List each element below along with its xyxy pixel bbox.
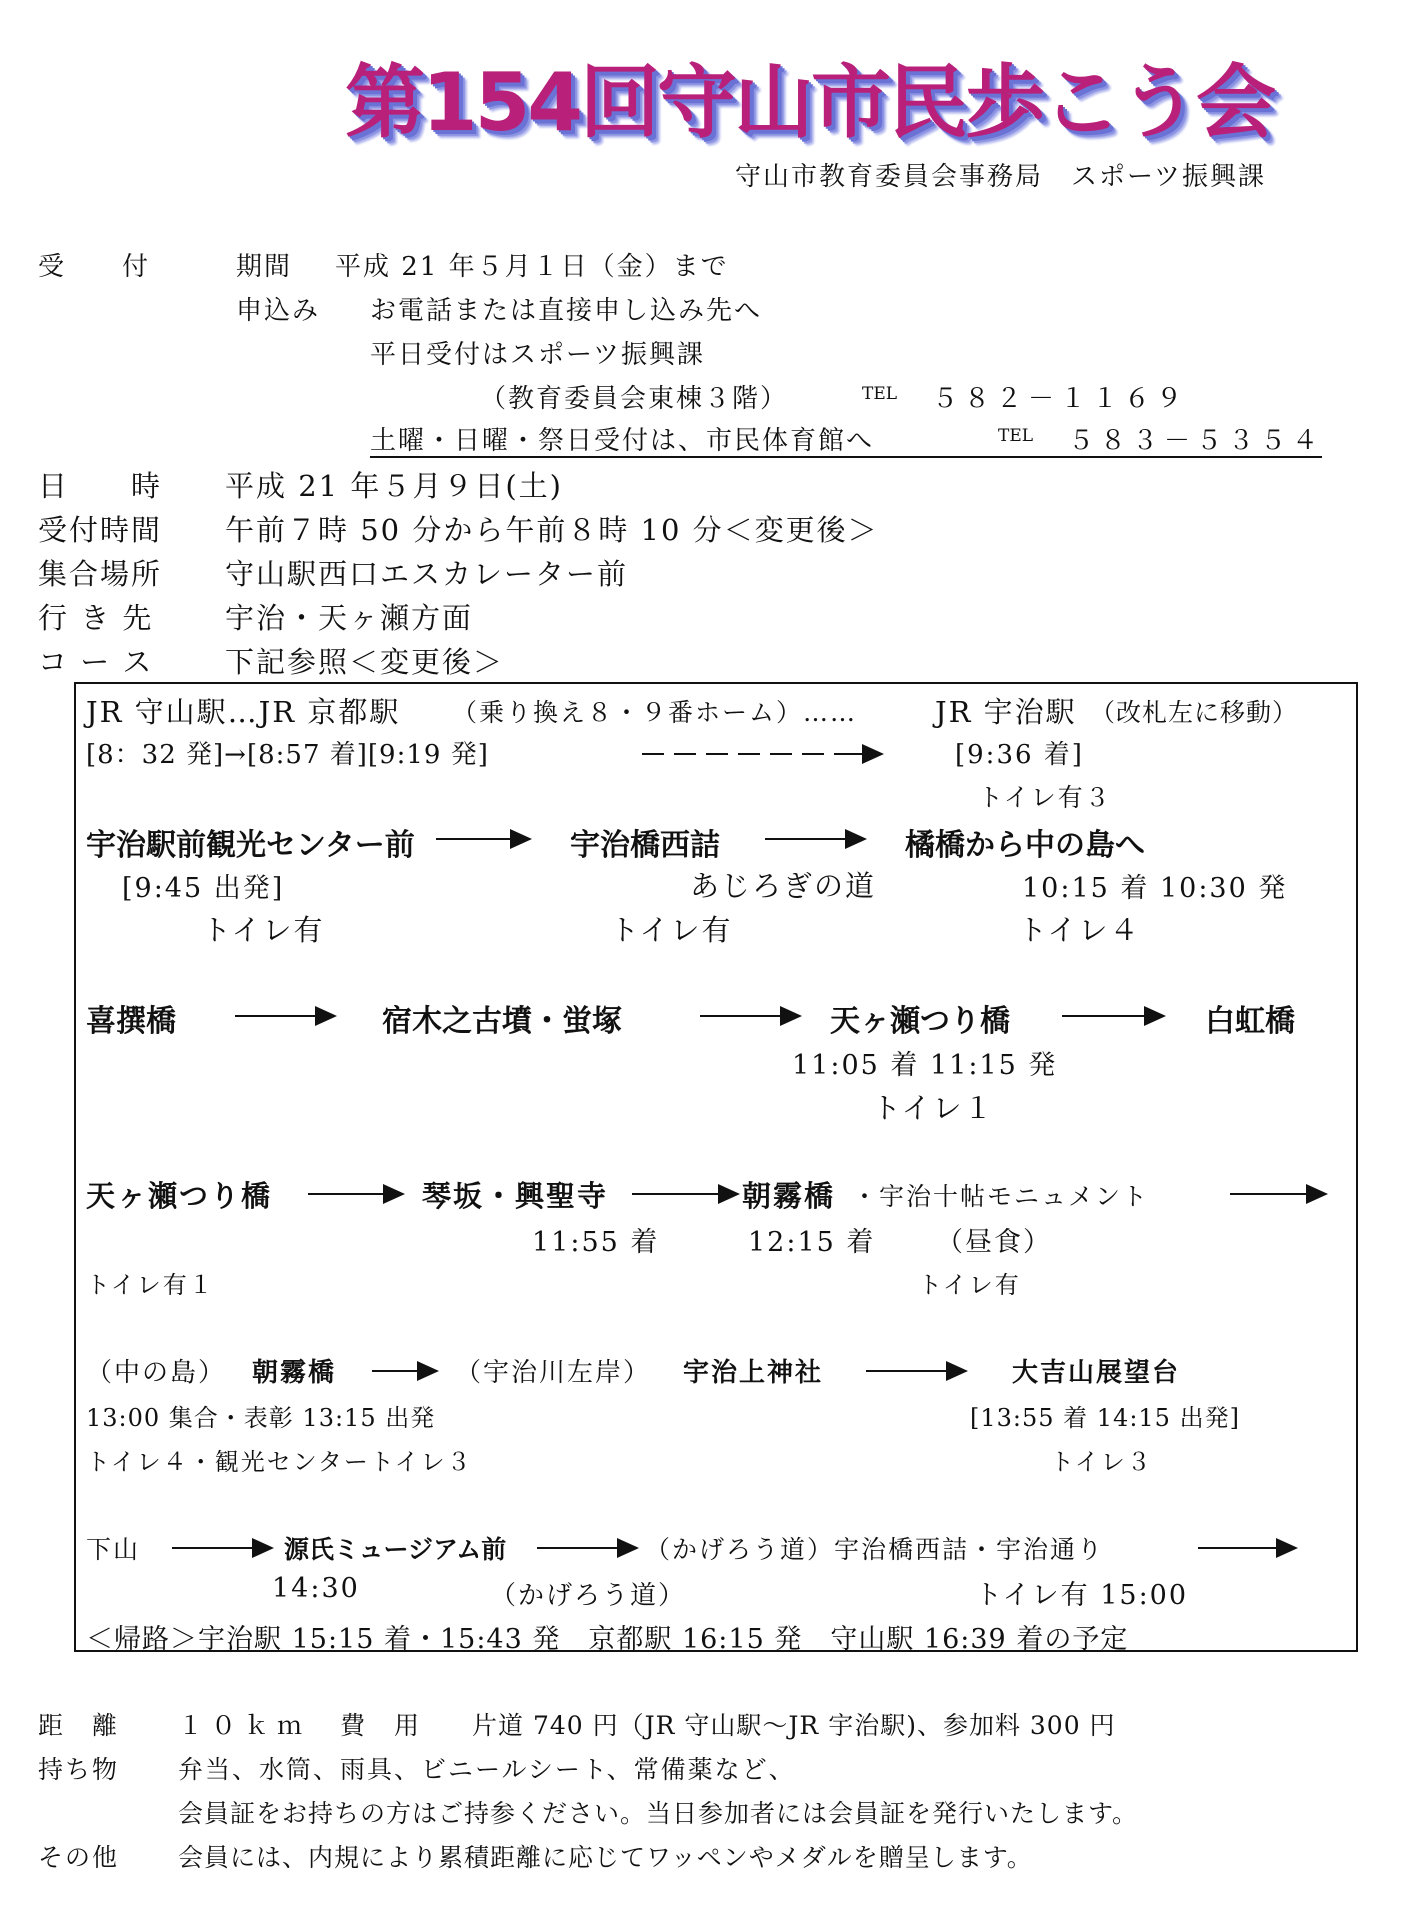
r2-arrow-1 [436, 838, 530, 840]
date-value: 平成 21 年５月９日(土) [225, 469, 563, 503]
course-label: コ ー ス [38, 645, 154, 679]
r3-a: 喜撰橋 [86, 1004, 176, 1039]
r3-c-toilet: トイレ１ [872, 1091, 995, 1125]
r6-a: 下山 [86, 1535, 141, 1564]
r1-dash-line [642, 753, 842, 755]
r2-c-time: 10:15 着 10:30 発 [1022, 873, 1288, 904]
r1-toilet: トイレ有３ [978, 783, 1112, 812]
r2-b: 宇治橋西詰 [570, 828, 720, 863]
cost-value: 片道 740 円（JR 守山駅～JR 宇治駅)、参加料 300 円 [472, 1711, 1116, 1740]
r5-arrow-2 [866, 1370, 966, 1372]
weekday-tel: ５８２－１１６９ [932, 384, 1189, 414]
r3-b: 宿木之古墳・蛍塚 [382, 1004, 622, 1039]
weekday-place: （教育委員会東棟３階） [480, 384, 789, 414]
other-label: その他 [38, 1843, 120, 1872]
r4-arrow-1 [308, 1193, 403, 1195]
r1-main: JR 守山駅…JR 京都駅 [86, 695, 401, 729]
r3-d: 白虹橋 [1205, 1004, 1295, 1039]
tel-mark-2: TEL [998, 426, 1034, 446]
r6-arrow-1 [172, 1547, 272, 1549]
r4-c: 朝霧橋 [742, 1179, 836, 1213]
organizer: 守山市教育委員会事務局 スポーツ振興課 [735, 162, 1266, 192]
r6-c-toilet: トイレ有 15:00 [975, 1580, 1189, 1611]
r1-dest: JR 宇治駅 [935, 695, 1077, 729]
reception-label: 受 付 [38, 252, 151, 282]
place-label: 集合場所 [38, 557, 163, 591]
apply-value: お電話または直接申し込み先へ [370, 296, 763, 326]
period-label: 期間 [236, 252, 293, 282]
items-value: 弁当、水筒、雨具、ビニールシート、常備薬など、 [178, 1755, 796, 1784]
r3-arrow-3 [1062, 1015, 1164, 1017]
r6-mid: （かげろう道） [490, 1581, 687, 1611]
r5-c: 大吉山展望台 [1012, 1358, 1181, 1388]
r5-b-note: （宇治川左岸） [455, 1358, 652, 1388]
r6-b: 源氏ミュージアム前 [284, 1535, 507, 1564]
r1-times: [8：32 発]→[8:57 着][9:19 発] [86, 740, 489, 770]
r4-lunch: （昼食） [936, 1227, 1052, 1258]
other-value: 会員には、内規により累積距離に応じてワッペンやメダルを贈呈します。 [178, 1843, 1033, 1872]
r5-c-toilet: トイレ３ [1050, 1448, 1153, 1476]
r1-note: （乗り換え８・９番ホーム）…… [452, 698, 858, 727]
r3-arrow-2 [700, 1015, 800, 1017]
items-value-2: 会員証をお持ちの方はご持参ください。当日参加者には会員証を発行いたします。 [178, 1799, 1139, 1828]
r2-arrow-2 [765, 838, 865, 840]
r2-c: 橘橋から中の島へ [905, 828, 1145, 863]
r4-c-note: ・宇治十帖モニュメント [852, 1182, 1150, 1211]
r3-c-time: 11:05 着 11:15 発 [792, 1050, 1058, 1081]
r2-a-time: [9:45 出発] [122, 873, 285, 904]
distance-label: 距 離 [38, 1711, 120, 1740]
items-label: 持ち物 [38, 1755, 120, 1784]
r5-a: 朝霧橋 [252, 1358, 337, 1388]
r5-a-toilet: トイレ４・観光センタートイレ３ [86, 1448, 473, 1476]
destination-value: 宇治・天ヶ瀬方面 [225, 601, 474, 635]
r1-arrow [842, 753, 882, 755]
page-title: 第154回守山市民歩こう会 [345, 56, 1273, 149]
course-value: 下記参照＜変更後＞ [225, 645, 505, 679]
time-value: 午前７時 50 分から午前８時 10 分＜変更後＞ [225, 513, 879, 547]
date-label: 日 時 [38, 469, 163, 503]
r5-a-time: 13:00 集合・表彰 13:15 出発 [86, 1404, 436, 1432]
r4-b-time: 11:55 着 [532, 1227, 660, 1258]
r5-c-time: [13:55 着 14:15 出発] [970, 1404, 1240, 1432]
r3-arrow-1 [235, 1015, 335, 1017]
r5-arrow-1 [372, 1370, 437, 1372]
r4-c-toilet: トイレ有 [918, 1271, 1021, 1299]
r5-a-note: （中の島） [86, 1358, 227, 1388]
distance-value: １０ｋｍ [178, 1711, 311, 1740]
time-label: 受付時間 [38, 513, 163, 547]
weekend-tel: ５８３－５３５４ [1068, 426, 1325, 456]
destination-label: 行 き 先 [38, 601, 154, 635]
r3-c: 天ヶ瀬つり橋 [830, 1004, 1010, 1039]
r6-arrow-3 [1198, 1547, 1296, 1549]
r1-dest-note: （改札左に移動） [1090, 698, 1299, 727]
r2-b-sub: あじろぎの道 [690, 869, 877, 903]
r6-arrow-2 [537, 1547, 637, 1549]
weekday-reception: 平日受付はスポーツ振興課 [370, 340, 705, 370]
r4-b: 琴坂・興聖寺 [422, 1179, 609, 1213]
r4-a-toilet: トイレ有１ [86, 1271, 215, 1299]
apply-label: 申込み [236, 296, 321, 326]
r4-c-time: 12:15 着 [748, 1227, 876, 1258]
tel-mark: TEL [862, 384, 898, 404]
r6-b-time: 14:30 [272, 1573, 360, 1604]
period-value: 平成 21 年５月１日（金）まで [335, 252, 729, 282]
cost-label: 費 用 [340, 1711, 422, 1740]
r4-arrow-2 [632, 1193, 738, 1195]
r2-a-toilet: トイレ有 [202, 913, 325, 947]
r2-b-toilet: トイレ有 [610, 913, 733, 947]
return-route: ＜帰路＞宇治駅 15:15 着・15:43 発 京都駅 16:15 発 守山駅 16:39 着の予定 [86, 1624, 1129, 1655]
r4-arrow-3 [1230, 1193, 1326, 1195]
r2-a: 宇治駅前観光センター前 [86, 828, 415, 863]
r5-b: 宇治上神社 [683, 1358, 824, 1388]
place-value: 守山駅西口エスカレーター前 [225, 557, 629, 591]
r2-c-toilet: トイレ４ [1018, 913, 1141, 947]
weekend-reception: 土曜・日曜・祭日受付は、市民体育館へ [370, 426, 875, 456]
r4-a: 天ヶ瀬つり橋 [86, 1179, 273, 1213]
r6-c: （かげろう道）宇治橋西詰・宇治通り [645, 1535, 1105, 1564]
r1-arrive: [9:36 着] [955, 740, 1084, 770]
